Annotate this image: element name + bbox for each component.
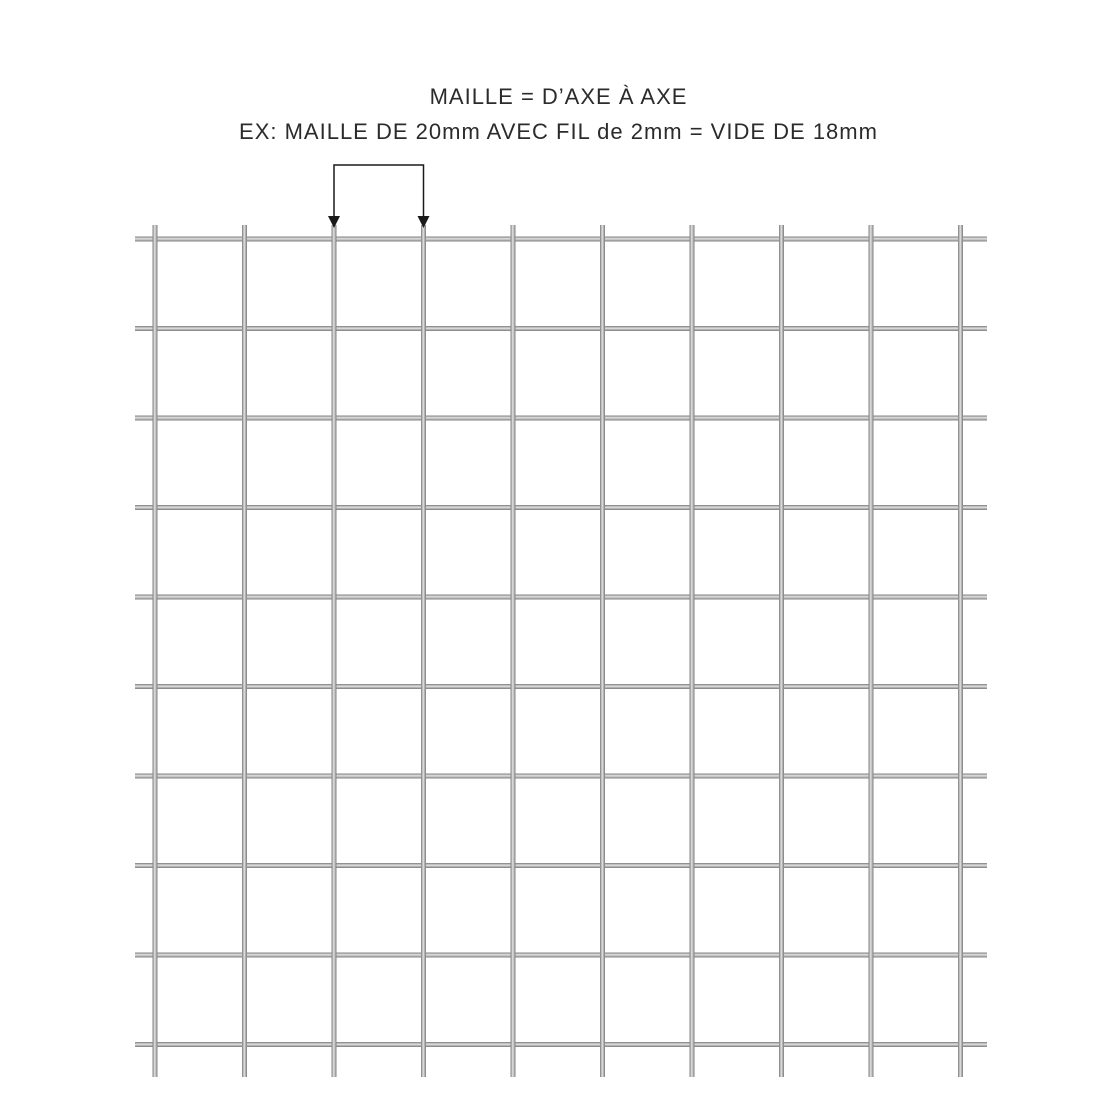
vertical-wire <box>600 225 605 1077</box>
mesh-spacing-marker <box>328 165 430 228</box>
horizontal-wire <box>135 953 987 958</box>
horizontal-wire <box>135 684 987 689</box>
vertical-wire <box>779 225 784 1077</box>
vertical-wire <box>690 225 695 1077</box>
vertical-wire <box>958 225 963 1077</box>
horizontal-wire <box>135 863 987 868</box>
right-arrow-icon <box>418 216 430 228</box>
caption-example: EX: MAILLE DE 20mm AVEC FIL de 2mm = VIDE DE 18mm <box>239 119 878 144</box>
caption-title: MAILLE = D’AXE À AXE <box>429 84 688 109</box>
vertical-wire <box>511 225 516 1077</box>
horizontal-wire <box>135 237 987 242</box>
vertical-wire <box>421 225 426 1077</box>
vertical-wire <box>332 225 337 1077</box>
horizontal-wire <box>135 505 987 510</box>
horizontal-wire <box>135 1042 987 1047</box>
vertical-wire <box>869 225 874 1077</box>
horizontal-wire <box>135 326 987 331</box>
vertical-wire <box>153 225 158 1077</box>
horizontal-wire <box>135 774 987 779</box>
horizontal-wires <box>135 237 987 1048</box>
vertical-wires <box>153 225 964 1077</box>
vertical-wire <box>242 225 247 1077</box>
horizontal-wire <box>135 595 987 600</box>
dimension-bracket <box>334 165 424 218</box>
horizontal-wire <box>135 416 987 421</box>
left-arrow-icon <box>328 216 340 228</box>
